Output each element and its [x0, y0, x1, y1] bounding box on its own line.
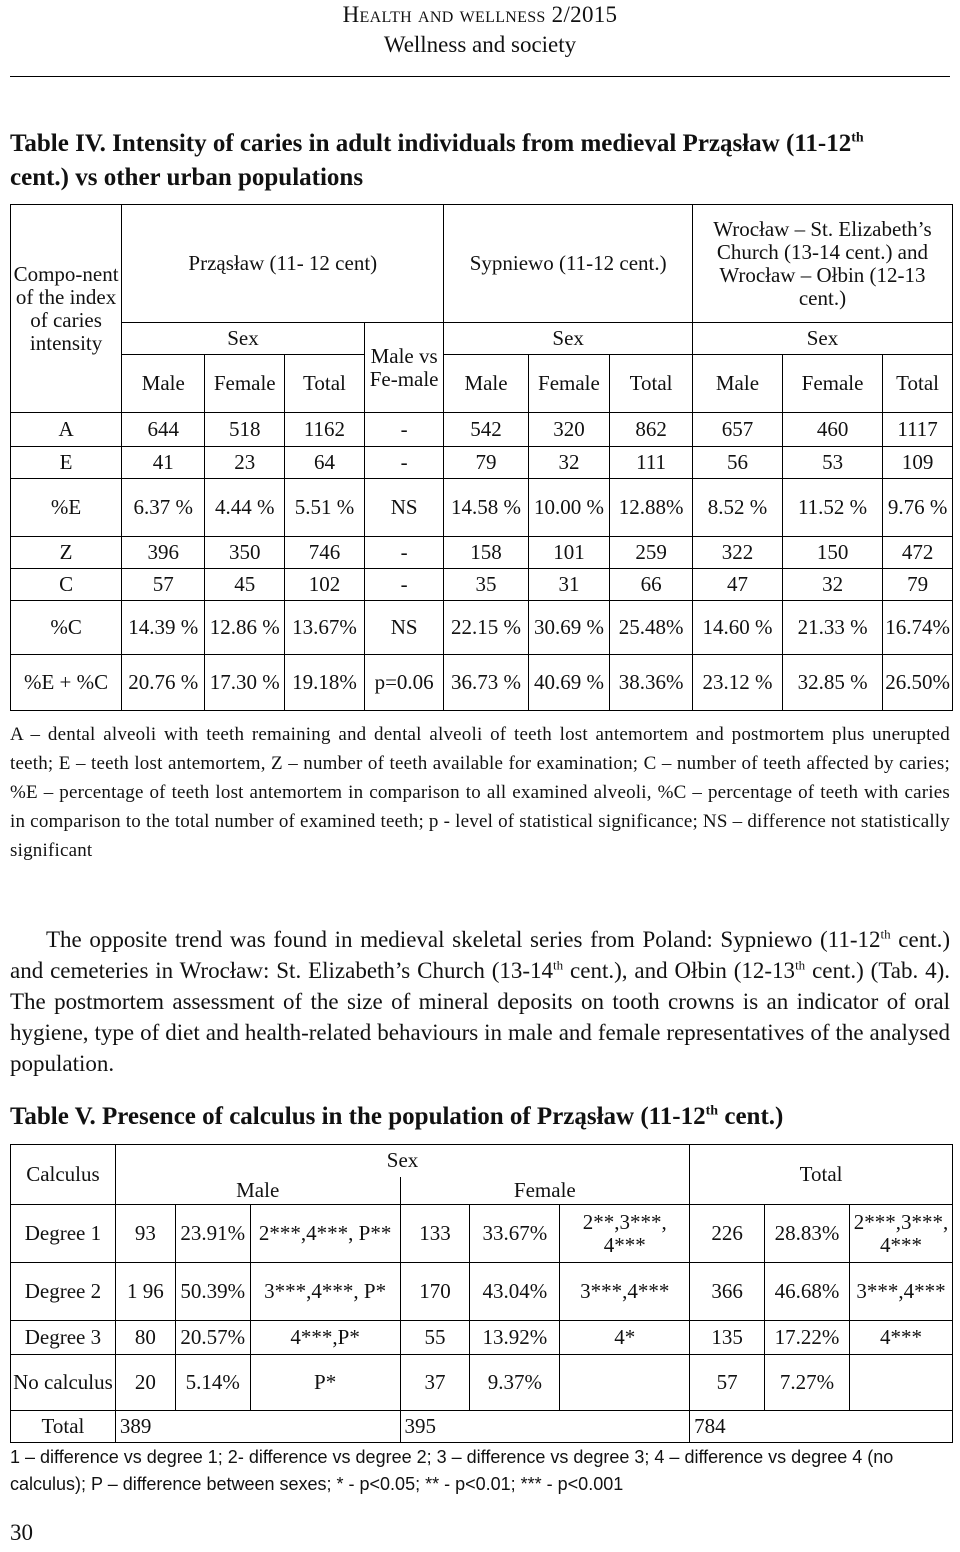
table-iv — [10, 204, 953, 711]
row-label: C — [11, 569, 122, 601]
table-cell: 32 — [528, 447, 610, 479]
row-label: No calculus — [11, 1355, 116, 1411]
header-przaslaw: Prząsław (11- 12 cent) — [122, 205, 444, 323]
table-row — [11, 1263, 953, 1321]
table-cell: 14.39 % — [122, 601, 205, 655]
table-row — [11, 1355, 953, 1411]
table-cell: 16.74% — [883, 601, 953, 655]
table-cell: 133 — [400, 1205, 470, 1263]
table-cell: 3***,4***, P* — [250, 1263, 400, 1321]
header-total: Total — [883, 355, 953, 413]
table-cell: 57 — [122, 569, 205, 601]
table-cell: 20.57% — [175, 1321, 250, 1355]
para-sup-3: th — [795, 957, 806, 973]
table-cell: 10.00 % — [528, 479, 610, 537]
table-cell: 50.39% — [175, 1263, 250, 1321]
table-cell: 13.92% — [470, 1321, 560, 1355]
table-cell: - — [364, 569, 444, 601]
table-cell: p=0.06 — [364, 655, 444, 711]
table-row — [11, 537, 953, 569]
table-cell: 14.58 % — [444, 479, 528, 537]
header-sex: Sex — [115, 1145, 689, 1177]
table-cell: 1 96 — [115, 1263, 175, 1321]
table-cell: 4***,P* — [250, 1321, 400, 1355]
table-cell: 111 — [610, 447, 693, 479]
table-cell: 472 — [883, 537, 953, 569]
table-v-body — [11, 1205, 953, 1443]
table-cell: 7.27% — [765, 1355, 850, 1411]
table-cell: 3***,4*** — [849, 1263, 952, 1321]
table4-caption-sup: th — [851, 130, 864, 146]
table-row — [11, 601, 953, 655]
table-cell: 23.91% — [175, 1205, 250, 1263]
table-cell: - — [364, 447, 444, 479]
header-male: Male — [122, 355, 205, 413]
table-cell: 41 — [122, 447, 205, 479]
table-cell: 17.22% — [765, 1321, 850, 1355]
table5-caption — [10, 1100, 950, 1134]
table-cell: 396 — [122, 537, 205, 569]
para-text-4: cent.) (Tab. 4). The postmortem assessment of the size of mineral deposits on tooth crowns is an indicator of oral hygiene, type of diet and health-related behaviours in male and female representatives of the analysed population. — [10, 958, 951, 1076]
table-cell: 56 — [692, 447, 782, 479]
table-total-row — [11, 1411, 953, 1443]
table-cell: 11.52 % — [782, 479, 882, 537]
table-cell: 101 — [528, 537, 610, 569]
table-cell: 460 — [782, 413, 882, 447]
header-sypniewo: Sypniewo (11-12 cent.) — [444, 205, 693, 323]
table-cell: 25.48% — [610, 601, 693, 655]
table-row — [11, 569, 953, 601]
header-wroclaw: Wrocław – St. Elizabeth’s Church (13-14 cent.) and Wrocław – Ołbin (12-13 cent.) — [692, 205, 952, 323]
row-label: Degree 1 — [11, 1205, 116, 1263]
table-cell: 12.88% — [610, 479, 693, 537]
table-cell: 64 — [285, 447, 365, 479]
table-cell: 14.60 % — [692, 601, 782, 655]
table-cell: 350 — [205, 537, 285, 569]
table-cell: 38.36% — [610, 655, 693, 711]
table-cell: 66 — [610, 569, 693, 601]
table-cell: 158 — [444, 537, 528, 569]
para-text-3: cent.), and Ołbin (12-13 — [563, 958, 796, 983]
table-cell: 862 — [610, 413, 693, 447]
table-cell: 79 — [444, 447, 528, 479]
table-cell: 9.37% — [470, 1355, 560, 1411]
section-title: Wellness and society — [383, 32, 577, 57]
header-male: Male — [692, 355, 782, 413]
table-cell: 135 — [690, 1321, 765, 1355]
header-female: Female — [205, 355, 285, 413]
header-total: Total — [285, 355, 365, 413]
table-cell: 26.50% — [883, 655, 953, 711]
table-cell: 102 — [285, 569, 365, 601]
table-cell — [849, 1355, 952, 1411]
table-cell: 657 — [692, 413, 782, 447]
table5-caption-sup: th — [705, 1103, 719, 1119]
table-cell: 4* — [560, 1321, 690, 1355]
table-cell: 40.69 % — [528, 655, 610, 711]
table4-note: A – dental alveoli with teeth remaining and dental alveoli of teeth lost antemortem and postmortem plus unerupted teeth; E – teeth lost antemortem, Z – number of teeth available for examination; C – number of teeth affected by caries; %E – percentage of teeth lost antemortem in comparison to all examined alveoli, %C – percentage of teeth with caries in comparison to the total number of examined teeth; p - level of statistical significance; NS – difference not statistically significant — [10, 724, 950, 861]
table-row — [11, 1321, 953, 1355]
table-cell: - — [364, 413, 444, 447]
header-sex: Sex — [692, 323, 952, 355]
table4-caption-b: cent.) vs other urban populations — [10, 164, 364, 191]
table-cell: - — [364, 537, 444, 569]
row-label: Total — [11, 1411, 116, 1443]
table-cell: 37 — [400, 1355, 470, 1411]
table-cell: 366 — [690, 1263, 765, 1321]
table-cell: 45 — [205, 569, 285, 601]
table5-caption-a: Table V. Presence of calculus in the population of Prząsław (11-12 — [10, 1103, 706, 1130]
row-label: E — [11, 447, 122, 479]
table-cell: 43.04% — [470, 1263, 560, 1321]
table-cell: 93 — [115, 1205, 175, 1263]
header-female: Female — [528, 355, 610, 413]
header-total: Total — [610, 355, 693, 413]
table-cell: 2**,3***, 4*** — [560, 1205, 690, 1263]
journal-issue: 2/2015 — [545, 2, 618, 27]
table-cell: 1162 — [285, 413, 365, 447]
table4-caption-a: Table IV. Intensity of caries in adult individuals from medieval Prząsław (11-12 — [10, 130, 852, 157]
header-female: Female — [782, 355, 882, 413]
table-cell: 8.52 % — [692, 479, 782, 537]
row-label: %C — [11, 601, 122, 655]
row-label: A — [11, 413, 122, 447]
header-sex: Sex — [444, 323, 693, 355]
table-cell: 30.69 % — [528, 601, 610, 655]
table-cell: 47 — [692, 569, 782, 601]
table4-caption — [10, 127, 950, 195]
para-text-2: cent.) and cemeteries in Wrocław: St. Elizabeth’s Church (13-14 — [10, 927, 950, 983]
table-cell: 23 — [205, 447, 285, 479]
table-cell: 79 — [883, 569, 953, 601]
table-cell: 3***,4*** — [560, 1263, 690, 1321]
table-cell: 46.68% — [765, 1263, 850, 1321]
table-cell: 2***,4***, P** — [250, 1205, 400, 1263]
table-cell: 19.18% — [285, 655, 365, 711]
table-row — [11, 447, 953, 479]
table-cell: 80 — [115, 1321, 175, 1355]
table-cell: 32.85 % — [782, 655, 882, 711]
table5-note: 1 – difference vs degree 1; 2- difference vs degree 2; 3 – difference vs degree 3; 4 – difference vs degree 4 (no calculus); P – difference between sexes; * - p<0.05; ** - p<0.01; *** - p<0.001 — [10, 1447, 894, 1494]
row-label: %E — [11, 479, 122, 537]
table-cell: 55 — [400, 1321, 470, 1355]
header-male: Male — [444, 355, 528, 413]
header-male: Male — [115, 1177, 400, 1205]
table-cell: 13.67% — [285, 601, 365, 655]
row-label: Z — [11, 537, 122, 569]
table-cell: 5.51 % — [285, 479, 365, 537]
table-cell: 389 — [115, 1411, 400, 1443]
table-cell: 518 — [205, 413, 285, 447]
table-cell: 31 — [528, 569, 610, 601]
row-label: %E + %C — [11, 655, 122, 711]
table-cell: 32 — [782, 569, 882, 601]
table-cell: 22.15 % — [444, 601, 528, 655]
body-paragraph — [10, 924, 950, 1079]
table-cell: 6.37 % — [122, 479, 205, 537]
table-row — [11, 655, 953, 711]
table-cell: 36.73 % — [444, 655, 528, 711]
table-cell: 33.67% — [470, 1205, 560, 1263]
table-cell: 1117 — [883, 413, 953, 447]
table5-caption-b: cent.) — [718, 1103, 784, 1130]
running-header — [0, 0, 960, 58]
header-male-vs-female: Male vs Fe-male — [364, 323, 444, 413]
table-cell: 746 — [285, 537, 365, 569]
table-cell: 322 — [692, 537, 782, 569]
para-sup-1: th — [880, 926, 891, 942]
header-rule — [10, 76, 950, 77]
table-cell: 150 — [782, 537, 882, 569]
table-row — [11, 1205, 953, 1263]
header-component: Compo-nent of the index of caries intensity — [11, 205, 122, 413]
table-cell — [560, 1355, 690, 1411]
table-cell: 12.86 % — [205, 601, 285, 655]
table-cell: 28.83% — [765, 1205, 850, 1263]
table-cell: 21.33 % — [782, 601, 882, 655]
header-female: Female — [400, 1177, 690, 1205]
table-cell: 542 — [444, 413, 528, 447]
journal-name: Health and wellness — [342, 2, 546, 27]
page-number: 30 — [10, 1520, 33, 1545]
header-total: Total — [690, 1145, 953, 1205]
table-cell: 2***,3***, 4*** — [849, 1205, 952, 1263]
header-calculus: Calculus — [11, 1145, 116, 1205]
row-label: Degree 2 — [11, 1263, 116, 1321]
table-cell: 5.14% — [175, 1355, 250, 1411]
table-cell: 35 — [444, 569, 528, 601]
table-row — [11, 479, 953, 537]
table-cell: NS — [364, 601, 444, 655]
para-text-1: The opposite trend was found in medieval skeletal series from Poland: Sypniewo (11-12 — [46, 927, 881, 952]
table-cell: 17.30 % — [205, 655, 285, 711]
table-iv-body — [11, 413, 953, 711]
table-cell: 4*** — [849, 1321, 952, 1355]
para-sup-2: th — [553, 957, 564, 973]
table-cell: 320 — [528, 413, 610, 447]
table-cell: 9.76 % — [883, 479, 953, 537]
table-cell: 23.12 % — [692, 655, 782, 711]
row-label: Degree 3 — [11, 1321, 116, 1355]
table-cell: 259 — [610, 537, 693, 569]
table-cell: NS — [364, 479, 444, 537]
table-cell: 784 — [690, 1411, 953, 1443]
table-cell: 226 — [690, 1205, 765, 1263]
table-cell: 395 — [400, 1411, 690, 1443]
table-cell: 170 — [400, 1263, 470, 1321]
header-sex: Sex — [122, 323, 365, 355]
table-row — [11, 413, 953, 447]
table-v — [10, 1144, 953, 1443]
table-cell: 644 — [122, 413, 205, 447]
journal-title — [0, 2, 960, 28]
table-cell: 4.44 % — [205, 479, 285, 537]
table-cell: 109 — [883, 447, 953, 479]
table-cell: P* — [250, 1355, 400, 1411]
table-cell: 53 — [782, 447, 882, 479]
table-cell: 57 — [690, 1355, 765, 1411]
table-cell: 20 — [115, 1355, 175, 1411]
table-cell: 20.76 % — [122, 655, 205, 711]
